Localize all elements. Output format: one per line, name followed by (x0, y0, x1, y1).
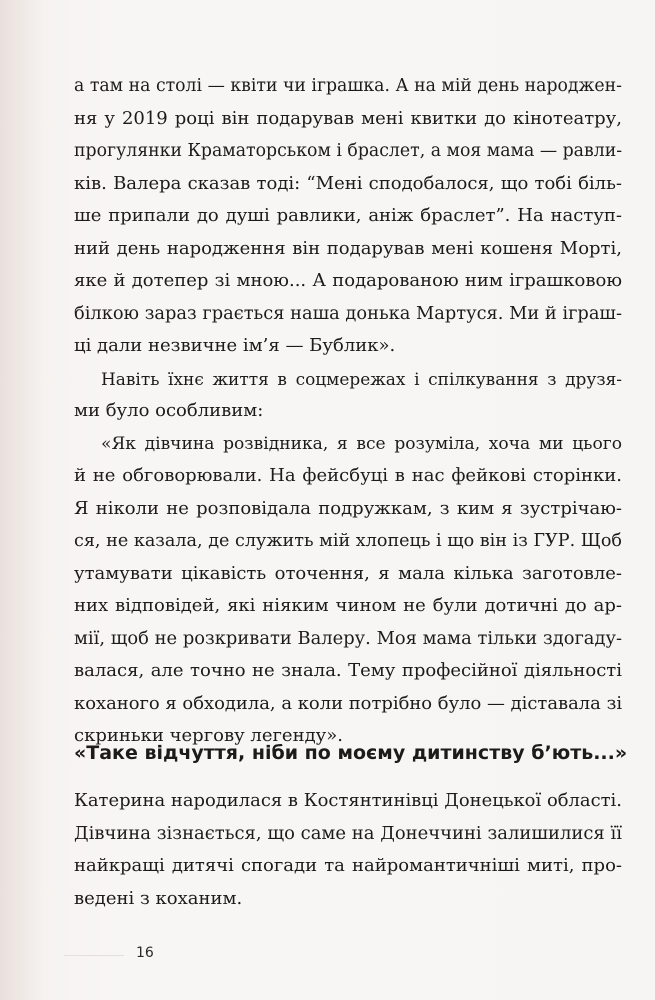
text-line: ше припали до душі равлики, аніж браслет”. На наступ- (74, 205, 622, 226)
section-heading: «Таке відчуття, ніби по моєму дитинству б’ють...» (74, 742, 628, 764)
text-line: ці дали незвичне ім’я — Бублик». (74, 335, 396, 356)
text-line: коханого я обходила, а коли потрібно було — діставала зі (74, 692, 623, 714)
text-line: найкращі дитячі спогади та найромантичніші миті, про- (74, 855, 622, 876)
text-line: валася, але точно не знала. Тему професійної діяльності (74, 660, 622, 681)
text-line: «Як дівчина розвідника, я все розуміла, хоча ми цього (101, 433, 622, 454)
text-line: Навіть їхнє життя в соцмережах і спілкування з друзя- (101, 368, 622, 389)
text-line: ведені з коханим. (74, 887, 243, 909)
text-line: утамувати цікавість оточення, я мала кілька заготовле- (74, 562, 622, 584)
text-line: ня у 2019 році він подарував мені квитки до кінотеатру, (74, 107, 622, 129)
text-line: а там на столі — квіти чи іграшка. А на мій день народжен- (74, 76, 622, 96)
text-line: білкою зараз грається наша донька Мартуся. Ми й іграш- (74, 302, 622, 324)
paragraph-3 (74, 395, 622, 753)
text-line: ся, не казала, де служить мій хлопець і що він із ГУР. Щоб (74, 531, 622, 551)
text-line: ми було особливим: (74, 400, 264, 421)
text-line: мії, щоб не розкривати Валеру. Моя мама тільки здогаду- (74, 627, 622, 649)
text-line: прогулянки Краматорськом і браслет, а моя мама — равли- (74, 141, 623, 161)
text-line: Дівчина зізнається, що саме на Донеччині залишилися її (74, 822, 622, 844)
text-line: ків. Валера сказав тоді: “Мені сподобалося, що тобі біль- (74, 172, 622, 194)
text-line: ний день народження він подарував мені кошеня Морті, (74, 237, 622, 259)
text-line: скриньки чергову легенду». (74, 725, 343, 746)
text-line: яке й дотепер зі мною... А подарованою ним іграшковою (74, 270, 622, 291)
text-line: Я ніколи не розповідала подружкам, з ким я зустрічаю- (74, 497, 622, 519)
text-line: й не обговорювали. На фейсбуці в нас фейкові сторінки. (74, 465, 622, 486)
page-number: 16 (136, 945, 154, 961)
text-line: них відповідей, які ніяким чином не були дотичні до ар- (74, 595, 622, 616)
paragraph-1 (74, 70, 622, 363)
footer-rule (64, 955, 124, 956)
paragraph-4 (74, 785, 622, 915)
text-line: Катерина народилася в Костянтинівці Донецької області. (74, 790, 622, 811)
